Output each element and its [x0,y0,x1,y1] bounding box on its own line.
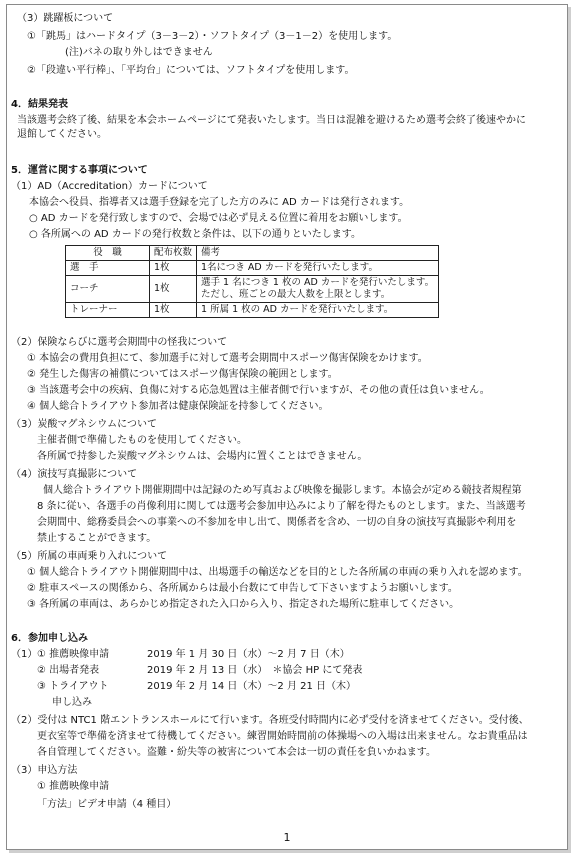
method-heading: （3）申込方法 [11,765,78,776]
table-row [66,276,439,303]
results-text-1: 当該選考会終了後、結果を本会ホームページにて発表いたします。当日は混雑を避けるため選考会終了後速やかに [17,115,526,126]
table-cell-role: 選 手 [66,261,150,276]
table-note-line-2: ただし、班ごとの最大人数を上限とします。 [201,289,391,300]
springboard-heading: （3）跳躍板について [17,13,114,24]
schedule-item-date: 2019 年 2 月 13 日（水） ＊協会 HP にて発表 [147,665,363,676]
insurance-item-3: ③ 当該選考会中の疾病、負傷に対する応急処置は主催者側で行いますが、その他の責任は負いません。 [27,385,490,396]
table-note-line-1: 選手 1 名につき 1 枚の AD カードを発行いたします。 [201,277,435,288]
page-number: 1 [283,831,291,844]
reception-text-1: （2）受付は NTC1 階エントランスホールにて行います。各班受付時間内に必ず受付を済ませてください。受付後、 [11,715,529,726]
vehicle-item-3: ③ 各所属の車両は、あらかじめ指定された入口から入り、指定された場所に駐車してください。 [27,599,460,610]
schedule-item-date: 2019 年 1 月 30 日（水）～2 月 7 日（木） [147,649,350,660]
schedule-item-label: ③ トライアウト [37,681,109,692]
reception-text-2: 更衣室等で準備を済ませて待機してください。練習開始時間前の体操場への入場は出来ません。なお貴重品は [37,731,528,742]
vehicle-item-2: ② 駐車スペースの関係から、各所属からは最小台数にて申告して下さいますようお願いします。 [27,583,458,594]
table-row [66,303,439,318]
method-item-1: ① 推薦映像申請 [37,781,110,792]
ad-card-table [65,245,439,318]
photo-text-1: 個人総合トライアウト開催期間中は記録のため写真および映像を撮影します。本協会が定める競技者規程第 [43,485,522,496]
insurance-heading: （2）保険ならびに選考会期間中の怪我について [11,337,228,348]
schedule-item-continuation: 申し込み [52,697,92,708]
vehicle-heading: （5）所属の車両乗り入れについて [11,551,168,562]
results-heading: 4．結果発表 [11,99,68,110]
table-cell-role: トレーナー [66,303,150,318]
photo-heading: （4）演技写真撮影について [11,469,138,480]
magnesium-text-2: 各所属で持参した炭酸マグネシウムは、会場内に置くことはできません。 [37,451,368,462]
table-cell-count: 1枚 [150,261,197,276]
table-header-note: 備考 [197,246,439,261]
table-cell-note: 1 所属 1 枚の AD カードを発行いたします。 [197,303,439,318]
photo-text-4: 禁止することができます。 [37,533,157,544]
operations-heading: 5．運営に関する事項について [11,165,148,176]
springboard-item-2: ②「段違い平行棒」、「平均台」については、ソフトタイプを使用します。 [27,65,355,76]
photo-text-3: 会期間中、総務委員会への事業への不参加を申し出て、関係者を含め、一切の自身の演技写真撮影や利用を [37,517,517,528]
table-cell-count: 1枚 [150,303,197,318]
springboard-item-1: ①「跳馬」はハードタイプ（3－3－2）・ソフトタイプ（3－1－2）を使用します。 [27,31,398,42]
magnesium-heading: （3）炭酸マグネシウムについて [11,419,157,430]
application-heading: 6．参加申し込み [11,633,88,644]
table-cell-count: 1枚 [150,276,197,303]
schedule-prefix: （1） [11,649,38,660]
ad-card-text-3: ○ 各所属への AD カードの発行枚数と条件は、以下の通りといたします。 [29,229,362,240]
results-text-2: 退館してください。 [17,129,107,140]
table-header-role: 役 職 [66,246,150,261]
insurance-item-2: ② 発生した傷害の補償についてはスポーツ傷害保険の範囲とします。 [27,369,338,380]
document-body [7,5,567,849]
ad-card-text-2: ○ AD カードを発行致しますので、会場では必ず見える位置に着用をお願いします。 [29,213,408,224]
table-header-count: 配布枚数 [150,246,197,261]
schedule-item-label: ② 出場者発表 [37,665,100,676]
schedule-item-label: ① 推薦映像申請 [37,649,110,660]
ad-card-text-1: 本協会へ役員、指導者又は選手登録を完了した方のみに AD カードは発行されます。 [29,197,410,208]
schedule-item-date: 2019 年 2 月 14 日（木）～2 月 21 日（木） [147,681,357,692]
table-cell-note: 1名につき AD カードを発行いたします。 [197,261,439,276]
reception-text-3: 各自管理してください。盗難・紛失等の被害について本会は一切の責任を負いかねます。 [37,747,436,758]
table-cell-note [197,276,439,303]
photo-text-2: 8 条に従い、各選手の肖像利用に関しては選考会参加申込みにより了解を得たものとします。また、当該選考 [37,501,526,512]
table-row [66,261,439,276]
table-header-row [66,246,439,261]
insurance-item-1: ① 本協会の費用負担にて、参加選手に対して選考会期間中スポーツ傷害保険をかけます。 [27,353,428,364]
table-cell-role: コーチ [66,276,150,303]
springboard-note: (注)バネの取り外しはできません [65,47,213,58]
magnesium-text-1: 主催者側で準備したものを使用してください。 [37,435,247,446]
method-item-2: 「方法」ビデオ申請（4 種目） [37,799,177,810]
insurance-item-4: ④ 個人総合トライアウト参加者は健康保険証を持参してください。 [27,401,329,412]
document-page [6,4,568,850]
vehicle-item-1: ① 個人総合トライアウト開催期間中は、出場選手の輸送などを目的とした各所属の車両の乗り入れを認めます。 [27,567,528,578]
ad-card-heading: （1）AD（Accreditation）カードについて [11,181,208,192]
